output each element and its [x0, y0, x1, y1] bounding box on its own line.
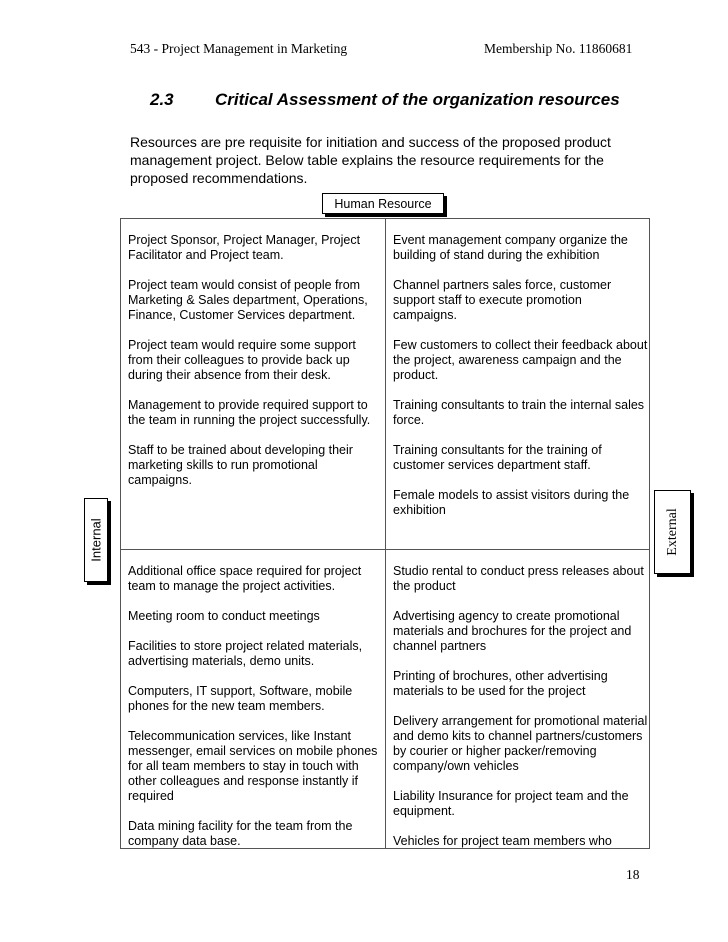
cell-external-human	[393, 233, 648, 533]
cell-paragraph: Printing of brochures, other advertising materials to be used for the project	[393, 669, 608, 698]
cell-paragraph: Meeting room to conduct meetings	[128, 609, 320, 623]
cell-paragraph: Additional office space required for project team to manage the project activities.	[128, 564, 362, 593]
cell-paragraph: Facilities to store project related materials, advertising materials, demo units.	[128, 639, 363, 668]
cell-paragraph: Computers, IT support, Software, mobile phones for the new team members.	[128, 684, 353, 713]
resource-matrix	[120, 218, 650, 849]
internal-label-box	[84, 498, 108, 582]
cell-paragraph: Few customers to collect their feedback about the project, awareness campaign and the product.	[393, 338, 648, 382]
cell-internal-other	[128, 564, 384, 848]
section-number: 2.3	[150, 90, 174, 109]
cell-paragraph: Staff to be trained about developing their marketing skills to run promotional campaigns.	[128, 443, 353, 487]
cell-paragraph: Project team would require some support from their colleagues to provide back up during their absence from their desk.	[128, 338, 356, 382]
matrix-vertical-divider	[385, 219, 386, 848]
human-resource-label: Human Resource	[322, 193, 444, 214]
cell-paragraph: Delivery arrangement for promotional material and demo kits to channel partners/customers by courier or higher packer/removing company/own vehicles	[393, 714, 648, 773]
external-label-box	[654, 490, 691, 574]
cell-paragraph: Vehicles for project team members who	[393, 834, 612, 848]
cell-paragraph: Training consultants for the training of customer services department staff.	[393, 443, 602, 472]
header-membership-number: Membership No. 11860681	[484, 41, 633, 56]
cell-external-other	[393, 564, 648, 848]
cell-paragraph: Telecommunication services, like Instant messenger, email services on mobile phones for all team members to stay in touch with other colleagues and response instantly if required	[128, 729, 378, 803]
cell-paragraph: Studio rental to conduct press releases about the product	[393, 564, 644, 593]
intro-paragraph: Resources are pre requisite for initiation and success of the proposed product management project. Below table explains the resource requirements for the proposed recommendations.	[130, 134, 611, 186]
cell-paragraph: Female models to assist visitors during the exhibition	[393, 488, 630, 517]
matrix-horizontal-divider	[121, 549, 649, 550]
cell-paragraph: Project Sponsor, Project Manager, Project Facilitator and Project team.	[128, 233, 361, 262]
internal-label: Internal	[88, 518, 104, 562]
cell-paragraph: Advertising agency to create promotional materials and brochures for the project and channel partners	[393, 609, 632, 653]
header-course-title: 543 - Project Management in Marketing	[130, 41, 348, 56]
cell-paragraph: Event management company organize the building of stand during the exhibition	[393, 233, 628, 262]
cell-paragraph: Management to provide required support to the team in running the project successfully.	[128, 398, 371, 427]
external-label: External	[664, 508, 680, 556]
page-number: 18	[626, 867, 640, 882]
cell-paragraph: Training consultants to train the internal sales force.	[393, 398, 645, 427]
section-title: Critical Assessment of the organization resources	[215, 90, 620, 109]
cell-paragraph: Liability Insurance for project team and the equipment.	[393, 789, 629, 818]
cell-paragraph: Channel partners sales force, customer support staff to execute promotion campaigns.	[393, 278, 612, 322]
cell-paragraph: Project team would consist of people from Marketing & Sales department, Operations, Finance, Customer Services department.	[128, 278, 368, 322]
cell-paragraph: Data mining facility for the team from the company data base.	[128, 819, 353, 848]
cell-internal-human	[128, 233, 384, 503]
